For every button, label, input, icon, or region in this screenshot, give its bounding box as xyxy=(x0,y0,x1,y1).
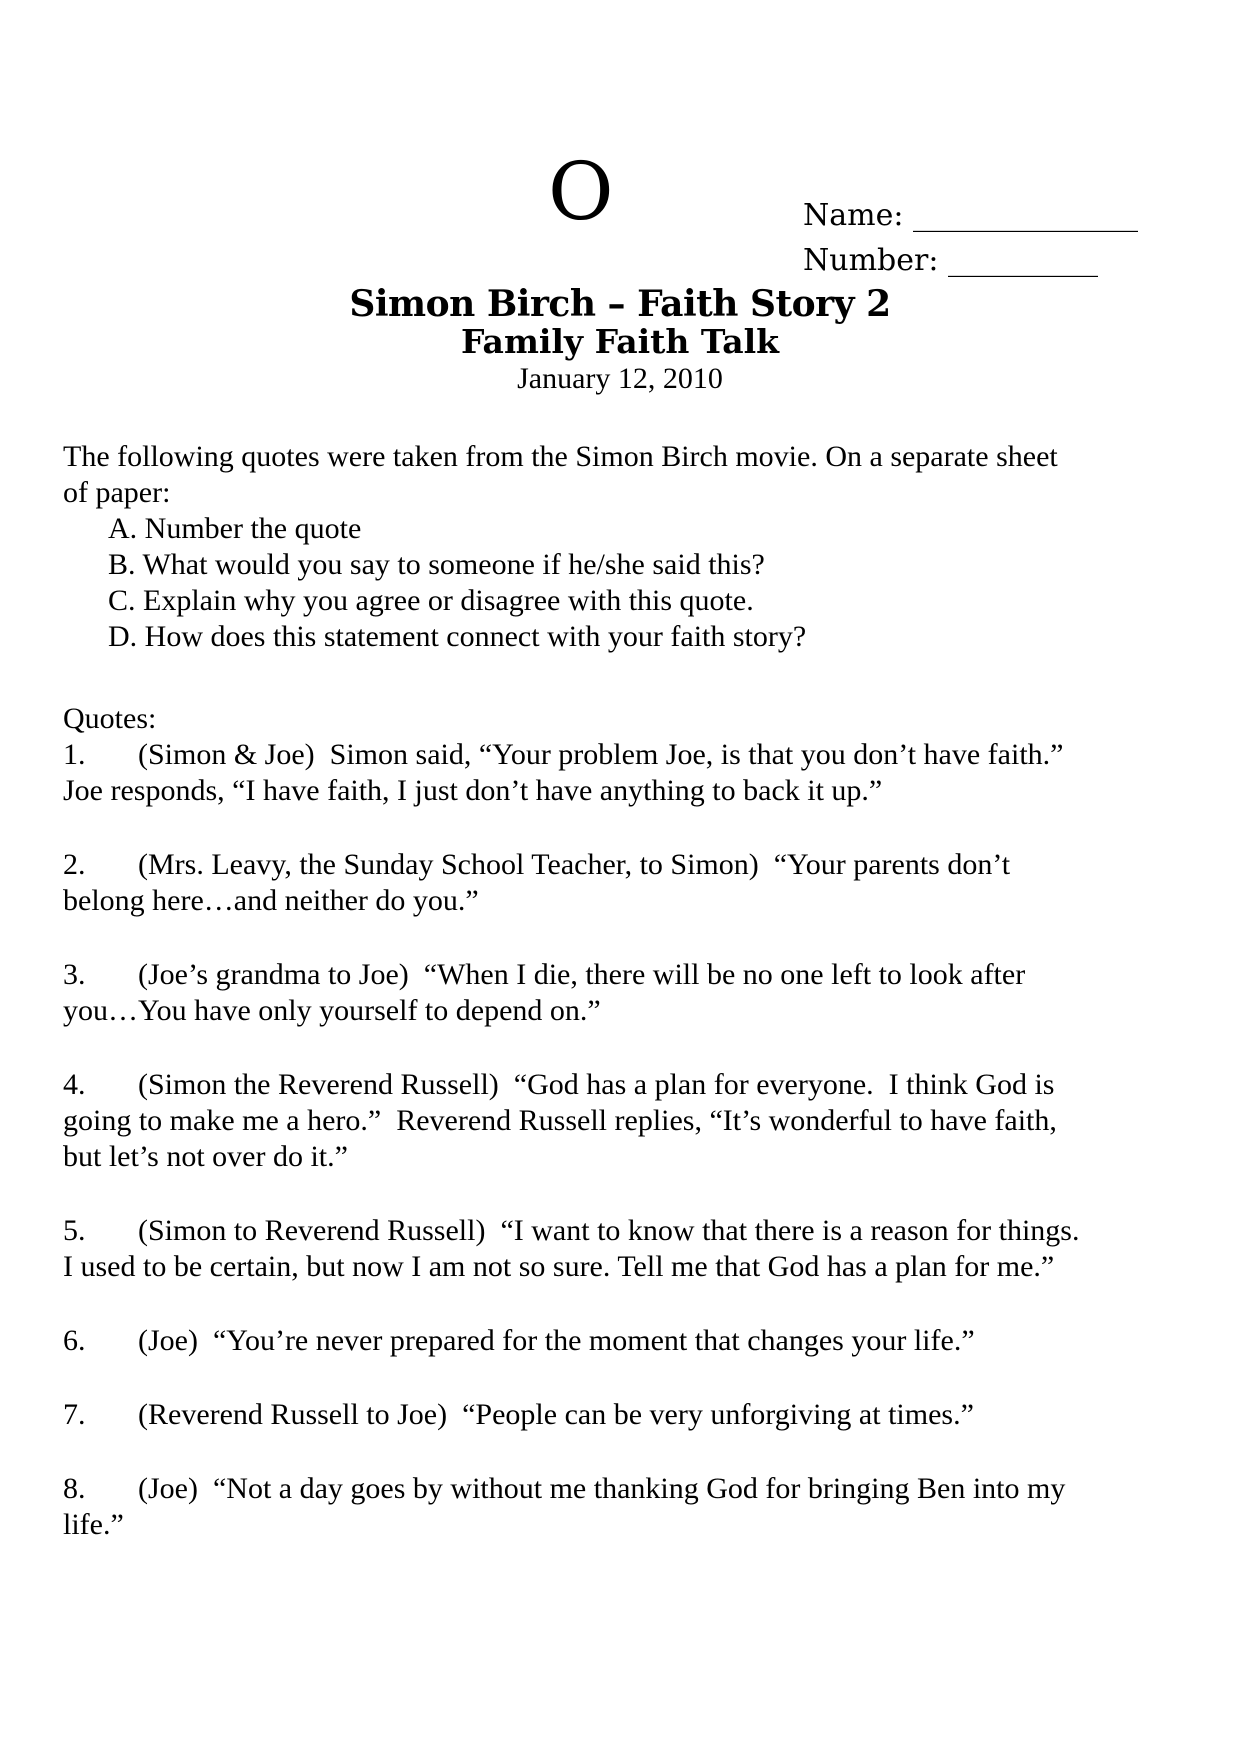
quote-text: belong here…and neither do you.” xyxy=(63,884,479,917)
doc-date: January 12, 2010 xyxy=(517,362,723,395)
quote-5 xyxy=(63,1213,1213,1285)
instruction-item-b: B. What would you say to someone if he/she said this? xyxy=(108,548,765,581)
quote-number: 6. xyxy=(63,1324,86,1357)
name-field-row xyxy=(803,198,1138,233)
quote-text: (Simon the Reverend Russell) “God has a plan for everyone. I think God is xyxy=(138,1068,1055,1101)
watermark-letter: O xyxy=(548,145,614,238)
quotes-heading: Quotes: xyxy=(63,702,157,735)
number-field-row xyxy=(803,243,1098,278)
quote-text: (Simon to Reverend Russell) “I want to know that there is a reason for things. xyxy=(138,1214,1080,1247)
intro-line-2: of paper: xyxy=(63,476,171,509)
name-blank-line: _______________ xyxy=(912,198,1138,233)
name-label: Name: xyxy=(803,198,913,233)
quote-3 xyxy=(63,957,1213,1029)
title-block xyxy=(63,285,1177,397)
quote-2 xyxy=(63,847,1213,919)
quote-text: (Simon & Joe) Simon said, “Your problem Joe, is that you don’t have faith.” xyxy=(138,738,1064,771)
spacer xyxy=(63,1175,1213,1213)
quote-number: 3. xyxy=(63,958,86,991)
quote-number: 4. xyxy=(63,1068,86,1101)
spacer xyxy=(63,809,1213,847)
instruction-item-c: C. Explain why you agree or disagree with this quote. xyxy=(108,584,754,617)
quote-text: but let’s not over do it.” xyxy=(63,1140,348,1173)
quote-4 xyxy=(63,1067,1213,1175)
quote-text: going to make me a hero.” Reverend Russell replies, “It’s wonderful to have faith, xyxy=(63,1104,1057,1137)
quote-text: (Joe) “Not a day goes by without me thanking God for bringing Ben into my xyxy=(138,1472,1066,1505)
spacer xyxy=(63,1285,1213,1323)
quote-8 xyxy=(63,1471,1213,1543)
quote-1 xyxy=(63,737,1213,809)
instruction-item-a: A. Number the quote xyxy=(108,512,362,545)
number-label: Number: xyxy=(803,243,948,278)
spacer xyxy=(63,1433,1213,1471)
spacer xyxy=(63,919,1213,957)
quote-number: 7. xyxy=(63,1398,86,1431)
quote-text: I used to be certain, but now I am not so sure. Tell me that God has a plan for me.” xyxy=(63,1250,1055,1283)
quote-text: Joe responds, “I have faith, I just don’t have anything to back it up.” xyxy=(63,774,883,807)
doc-subtitle: Family Faith Talk xyxy=(460,322,780,361)
quote-text: (Mrs. Leavy, the Sunday School Teacher, to Simon) “Your parents don’t xyxy=(138,848,1011,881)
quote-text: (Joe’s grandma to Joe) “When I die, there will be no one left to look after xyxy=(138,958,1026,991)
quote-text: (Reverend Russell to Joe) “People can be very unforgiving at times.” xyxy=(138,1398,974,1431)
doc-title: Simon Birch – Faith Story 2 xyxy=(349,283,891,325)
quote-text: you…You have only yourself to depend on.” xyxy=(63,994,601,1027)
spacer xyxy=(63,655,1213,701)
spacer xyxy=(63,1029,1213,1067)
quote-number: 1. xyxy=(63,738,86,771)
quote-text: life.” xyxy=(63,1508,124,1541)
quote-6 xyxy=(63,1323,1213,1359)
instruction-item-d: D. How does this statement connect with your faith story? xyxy=(108,620,807,653)
quote-7 xyxy=(63,1397,1213,1433)
document-body xyxy=(63,439,1213,1543)
quote-text: (Joe) “You’re never prepared for the moment that changes your life.” xyxy=(138,1324,975,1357)
quote-number: 5. xyxy=(63,1214,86,1247)
quote-number: 2. xyxy=(63,848,86,881)
intro-line-1: The following quotes were taken from the Simon Birch movie. On a separate sheet xyxy=(63,440,1058,473)
spacer xyxy=(63,1359,1213,1397)
quote-number: 8. xyxy=(63,1472,86,1505)
number-blank-line: __________ xyxy=(947,243,1098,278)
